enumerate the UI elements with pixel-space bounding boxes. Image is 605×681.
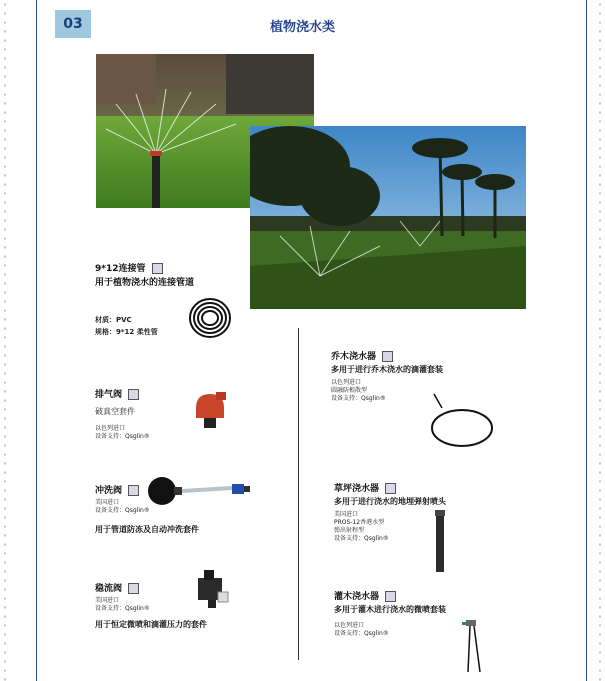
shrub-origin: 以色列进口 xyxy=(334,622,365,629)
stable-desc: 用于恒定微喷和滴灌压力的套件 xyxy=(95,620,207,629)
exhaust-name: 排气阀 xyxy=(95,390,123,400)
lawn-support: 设备支持：Qsglin® xyxy=(334,535,389,542)
flush-desc: 用于管道防冻及自动冲洗套件 xyxy=(95,525,199,534)
exhaust-origin: 以色列进口 xyxy=(95,425,126,432)
shrub-desc: 多用于灌木进行浇水的微喷套装 xyxy=(334,605,446,614)
pipe-spec-size: 规格：9*12 柔性管 xyxy=(95,328,158,336)
square-icon xyxy=(128,583,139,594)
right-dot-margin xyxy=(597,0,603,681)
lawn-name: 草坪浇水器 xyxy=(334,484,380,494)
square-icon xyxy=(128,389,139,400)
page-title: 植物浇水类 xyxy=(269,20,335,35)
column-divider xyxy=(298,328,299,660)
tree-drip-ring-image xyxy=(424,392,496,452)
page-number-badge: 03 xyxy=(55,10,91,38)
square-icon xyxy=(385,591,396,602)
lawn-title xyxy=(334,482,396,496)
pipe-title xyxy=(95,262,163,276)
tree-desc: 多用于进行乔木浇水的滴灌套装 xyxy=(331,365,443,374)
lawn-desc: 多用于进行浇水的地埋弹射喷头 xyxy=(334,497,446,506)
exhaust-desc: 破真空套件 xyxy=(95,407,135,416)
flush-origin: 美国进口 xyxy=(95,499,120,506)
exhaust-title xyxy=(95,388,139,402)
tree-type: 圆融防根散型 xyxy=(331,387,368,394)
lawn-model: PROS-12香港水型 xyxy=(334,519,385,526)
flush-support: 设备支持：Qsglin® xyxy=(95,507,150,514)
tree-support: 设备支持：Qsglin® xyxy=(331,395,386,402)
palm-garden-photo xyxy=(250,126,526,309)
tree-name: 乔木浇水器 xyxy=(331,352,377,362)
pipe-coil-image xyxy=(188,296,232,340)
exhaust-support: 设备支持：Qsglin® xyxy=(95,433,150,440)
left-border-line xyxy=(36,0,37,681)
right-border-line xyxy=(586,0,587,681)
flush-name: 冲洗阀 xyxy=(95,486,123,496)
left-dot-margin xyxy=(2,0,8,681)
pipe-desc: 用于植物浇水的连接管道 xyxy=(95,278,195,288)
shrub-microsprayer-image xyxy=(458,618,488,674)
stable-origin: 美国进口 xyxy=(95,597,120,604)
shrub-support: 设备支持：Qsglin® xyxy=(334,630,389,637)
square-icon xyxy=(152,263,163,274)
lawn-type: 弹出射程型 xyxy=(334,527,365,534)
flush-title xyxy=(95,484,139,498)
square-icon xyxy=(382,351,393,362)
stable-title xyxy=(95,582,139,596)
pipe-name: 9*12连接管 xyxy=(95,264,146,274)
stable-valve-image xyxy=(194,566,230,610)
tree-title xyxy=(331,350,393,364)
pipe-spec-material: 材质：PVC xyxy=(95,316,132,324)
square-icon xyxy=(385,483,396,494)
shrub-title xyxy=(334,590,396,604)
lawn-sprinkler-image xyxy=(432,510,448,572)
exhaust-valve-image xyxy=(190,388,230,432)
shrub-name: 灌木浇水器 xyxy=(334,592,380,602)
lawn-origin: 美国进口 xyxy=(334,511,359,518)
flush-valve-image xyxy=(146,474,252,508)
tree-origin: 以色列进口 xyxy=(331,379,362,386)
square-icon xyxy=(128,485,139,496)
stable-name: 稳流阀 xyxy=(95,584,123,594)
stable-support: 设备支持：Qsglin® xyxy=(95,605,150,612)
